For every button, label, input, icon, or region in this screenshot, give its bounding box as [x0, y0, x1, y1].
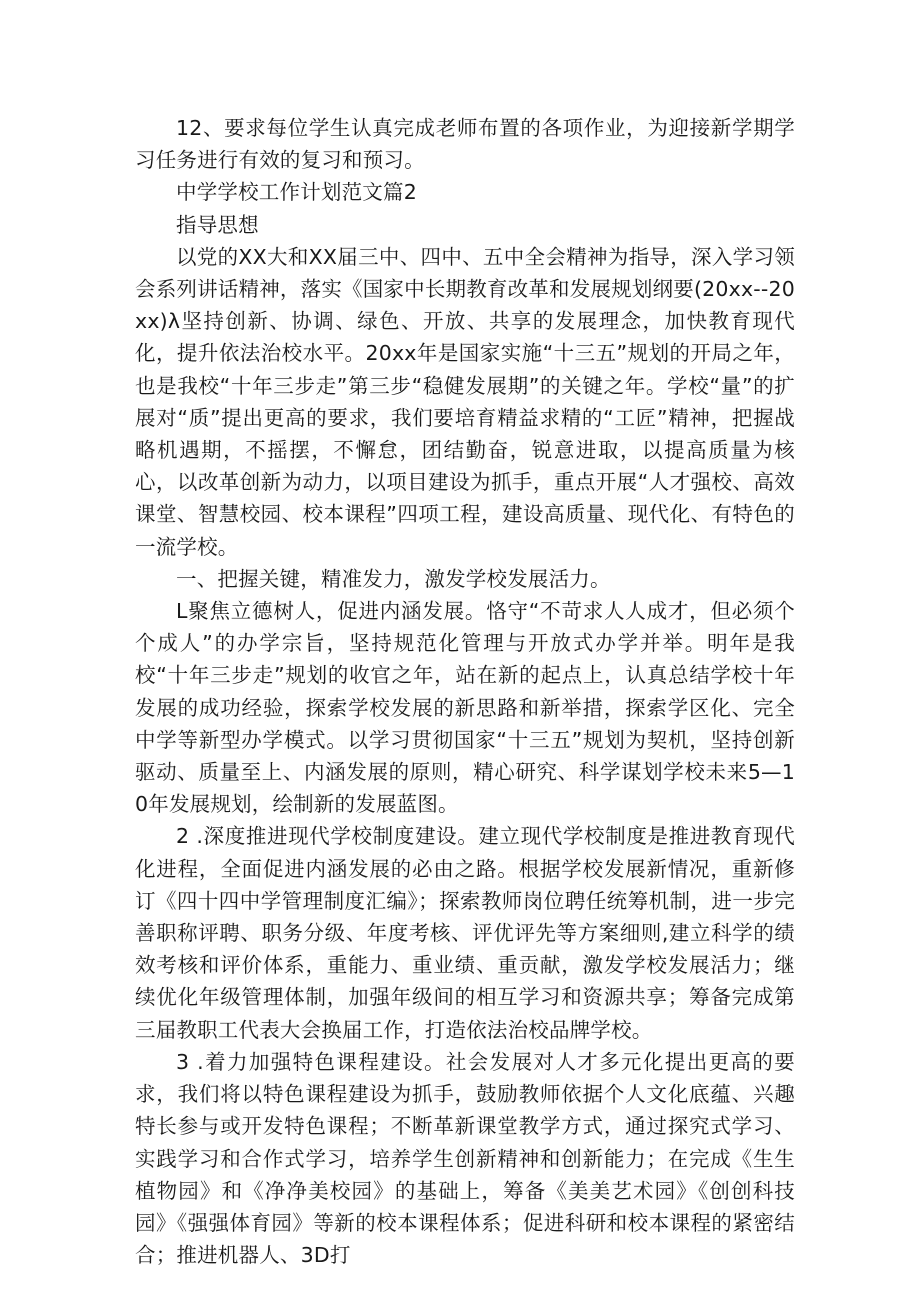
paragraph-guiding-thought: 以党的XX大和XX届三中、四中、五中全会精神为指导，深入学习领会系列讲话精神，落实《国家中长期教育改革和发展规划纲要(20xx--20xx)λ坚持创新、协调、绿色、开放、共享的发展理念，加快教育现代化，提升依法治校水平。20xx年是国家实施“十三五”规划的开局之年，也是我校“十年三步走”第三步“稳健发展期”的关键之年。学校“量”的扩展对“质”提出更高的要求，我们要培育精益求精的“工匠”精神，把握战略机遇期，不摇摆，不懈怠，团结勤奋，锐意进取，以提高质量为核心，以改革创新为动力，以项目建设为抓手，重点开展“人才强校、高效课堂、智慧校园、校本课程”四项工程，建设高质量、现代化、有特色的一流学校。 [135, 244, 795, 559]
section-heading-guiding-thought: 指导思想 [176, 212, 259, 237]
paragraph-item-12: 12、要求每位学生认真完成老师布置的各项作业，为迎接新学期学习任务进行有效的复习和预习。 [135, 116, 795, 173]
article-title: 中学学校工作计划范文篇2 [176, 180, 417, 205]
paragraph-item-3: 3 .着力加强特色课程建设。社会发展对人才多元化提出更高的要求，我们将以特色课程建设为抓手，鼓励教师依据个人文化底蕴、兴趣特长参与或开发特色课程；不断革新课堂教学方式，通过探究式学习、实践学习和合作式学习，培养学生创新精神和创新能力；在完成《生生植物园》和《净净美校园》的基础上，筹备《美美艺术园》《创创科技园》《强强体育园》等新的校本课程体系；促进科研和校本课程的紧密结合；推进机器人、3D打 [135, 1049, 795, 1268]
paragraph-item-1: L聚焦立德树人，促进内涵发展。恪守“不苛求人人成才，但必须个个成人”的办学宗旨，坚持规范化管理与开放式办学并举。明年是我校“十年三步走”规划的收官之年，站在新的起点上，认真总结学校十年发展的成功经验，探索学校发展的新思路和新举措，探索学区化、完全中学等新型办学模式。以学习贯彻国家“十三五”规划为契机，坚持创新驱动、质量至上、内涵发展的原则，精心研究、科学谋划学校未来5—10年发展规划，绘制新的发展蓝图。 [135, 599, 795, 817]
document-body [135, 112, 795, 1271]
paragraph-item-2: 2 .深度推进现代学校制度建设。建立现代学校制度是推进教育现代化进程，全面促进内涵发展的必由之路。根据学校发展新情况，重新修订《四十四中学管理制度汇编》；探索教师岗位聘任统筹机制，进一步完善职称评聘、职务分级、年度考核、评优评先等方案细则,建立科学的绩效考核和评价体系，重能力、重业绩、重贡献，激发学校发展活力；继续优化年级管理体制，加强年级间的相互学习和资源共享；筹备完成第三届教职工代表大会换届工作，打造依法治校品牌学校。 [135, 824, 795, 1042]
section-heading-one: 一、把握关键，精准发力，激发学校发展活力。 [176, 566, 611, 591]
